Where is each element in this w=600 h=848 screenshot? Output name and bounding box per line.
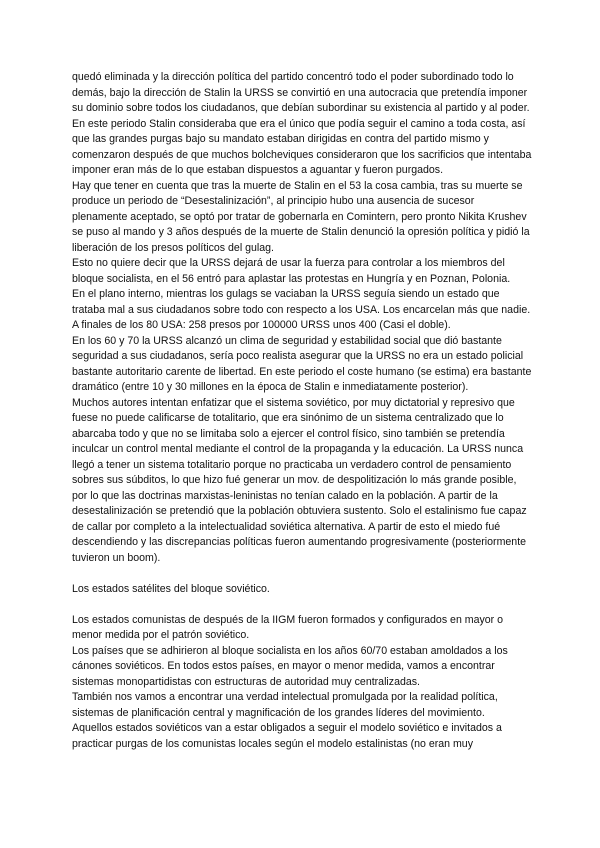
- paragraph: En este periodo Stalin consideraba que era el único que podía seguir el camino a toda costa, así que las grandes purgas bajo su mandato estaban dirigidas en contra del partido mismo y comenzaron después de que muchos bolcheviques consideraron que los sacrificios que intentaba imponer eran más de lo que estaban dispuestos a aguantar y fueron purgados.: [72, 117, 532, 176]
- paragraph: Muchos autores intentan enfatizar que el sistema soviético, por muy dictatorial y represivo que fuese no puede calificarse de totalitario, que era sinónimo de un sistema centralizado que lo abarcaba todo y que no se limitaba solo a ejercer el control físico, sino también se pretendía inculcar un control mental mediante el control de la propaganda y la educación. La URSS nunca llegó a tener un sistema totalitario porque no practicaba un verdadero control de pensamiento sobres sus súbditos, lo que hizo fué generar un mov. de despolitización lo más grande posible, por lo que las doctrinas marxistas-leninistas no tenían calado en la población. A partir de la desestalinización se pretendió que la población obtuviera sustento. Solo el estalinismo fue capaz de callar por completo a la intelectualidad soviética alternativa. A partir de esto el miedo fué descendiendo y las discrepancias políticas fueron aumentando progresivamente (posteriormente tuvieron un boom).: [72, 396, 527, 564]
- paragraph: quedó eliminada y la dirección política del partido concentró todo el poder subordinado todo lo demás, bajo la dirección de Stalin la URSS se convirtió en una autocracia que pretendía imponer su dominio sobre todos los ciudadanos, que debían subordinar su existencia al partido y al poder.: [72, 71, 530, 114]
- paragraph: También nos vamos a encontrar una verdad intelectual promulgada por la realidad política, sistemas de planificación central y magnificación de los grandes líderes del movimiento.: [72, 691, 498, 719]
- paragraph: En los 60 y 70 la URSS alcanzó un clima de seguridad y estabilidad social que dió bastante seguridad a sus ciudadanos, sería poco realista asegurar que la URSS no era un estado policial bastante autoritario carente de libertad. En este periodo el coste humano (se estima) era bastante dramático (entre 10 y 30 millones en la época de Stalin e inmediatamente posterior).: [72, 334, 532, 393]
- paragraph: Aquellos estados soviéticos van a estar obligados a seguir el modelo soviético e invitados a practicar purgas de los comunistas locales según el modelo estalinistas (no eran muy: [72, 722, 502, 750]
- document-body: [72, 70, 532, 752]
- blank-line: [72, 566, 532, 582]
- paragraph: Los estados comunistas de después de la IIGM fueron formados y configurados en mayor o menor medida por el patrón soviético.: [72, 613, 504, 641]
- paragraph: Hay que tener en cuenta que tras la muerte de Stalin en el 53 la cosa cambia, tras su muerte se produce un periodo de “Desestalinización”, al principio hubo una ausencia de sucesor plenamente aceptado, se optó por tratar de gobernarla en Comintern, pero pronto Nikita Krushev se puso al mando y 3 años después de la muerte de Stalin denunció la opresión política y pidió la liberación de los presos políticos del gulag.: [72, 179, 530, 254]
- section-heading: Los estados satélites del bloque soviético.: [72, 582, 270, 595]
- blank-line: [72, 597, 532, 613]
- paragraph: En el plano interno, mientras los gulags se vaciaban la URSS seguía siendo un estado que trataba mal a sus ciudadanos sobre todo con respecto a los USA. Los encarcelan más que nadie. A finales de los 80 USA: 258 presos por 100000 URSS unos 400 (Casi el doble).: [72, 288, 531, 331]
- paragraph: Los países que se adhirieron al bloque socialista en los años 60/70 estaban amoldados a los cánones soviéticos. En todos estos países, en mayor o menor medida, vamos a encontrar sistemas monopartidistas con estructuras de autoridad muy centralizadas.: [72, 644, 508, 688]
- paragraph: Esto no quiere decir que la URSS dejará de usar la fuerza para controlar a los miembros del bloque socialista, en el 56 entró para aplastar las protestas en Hungría y en Poznan, Polonia.: [72, 257, 511, 285]
